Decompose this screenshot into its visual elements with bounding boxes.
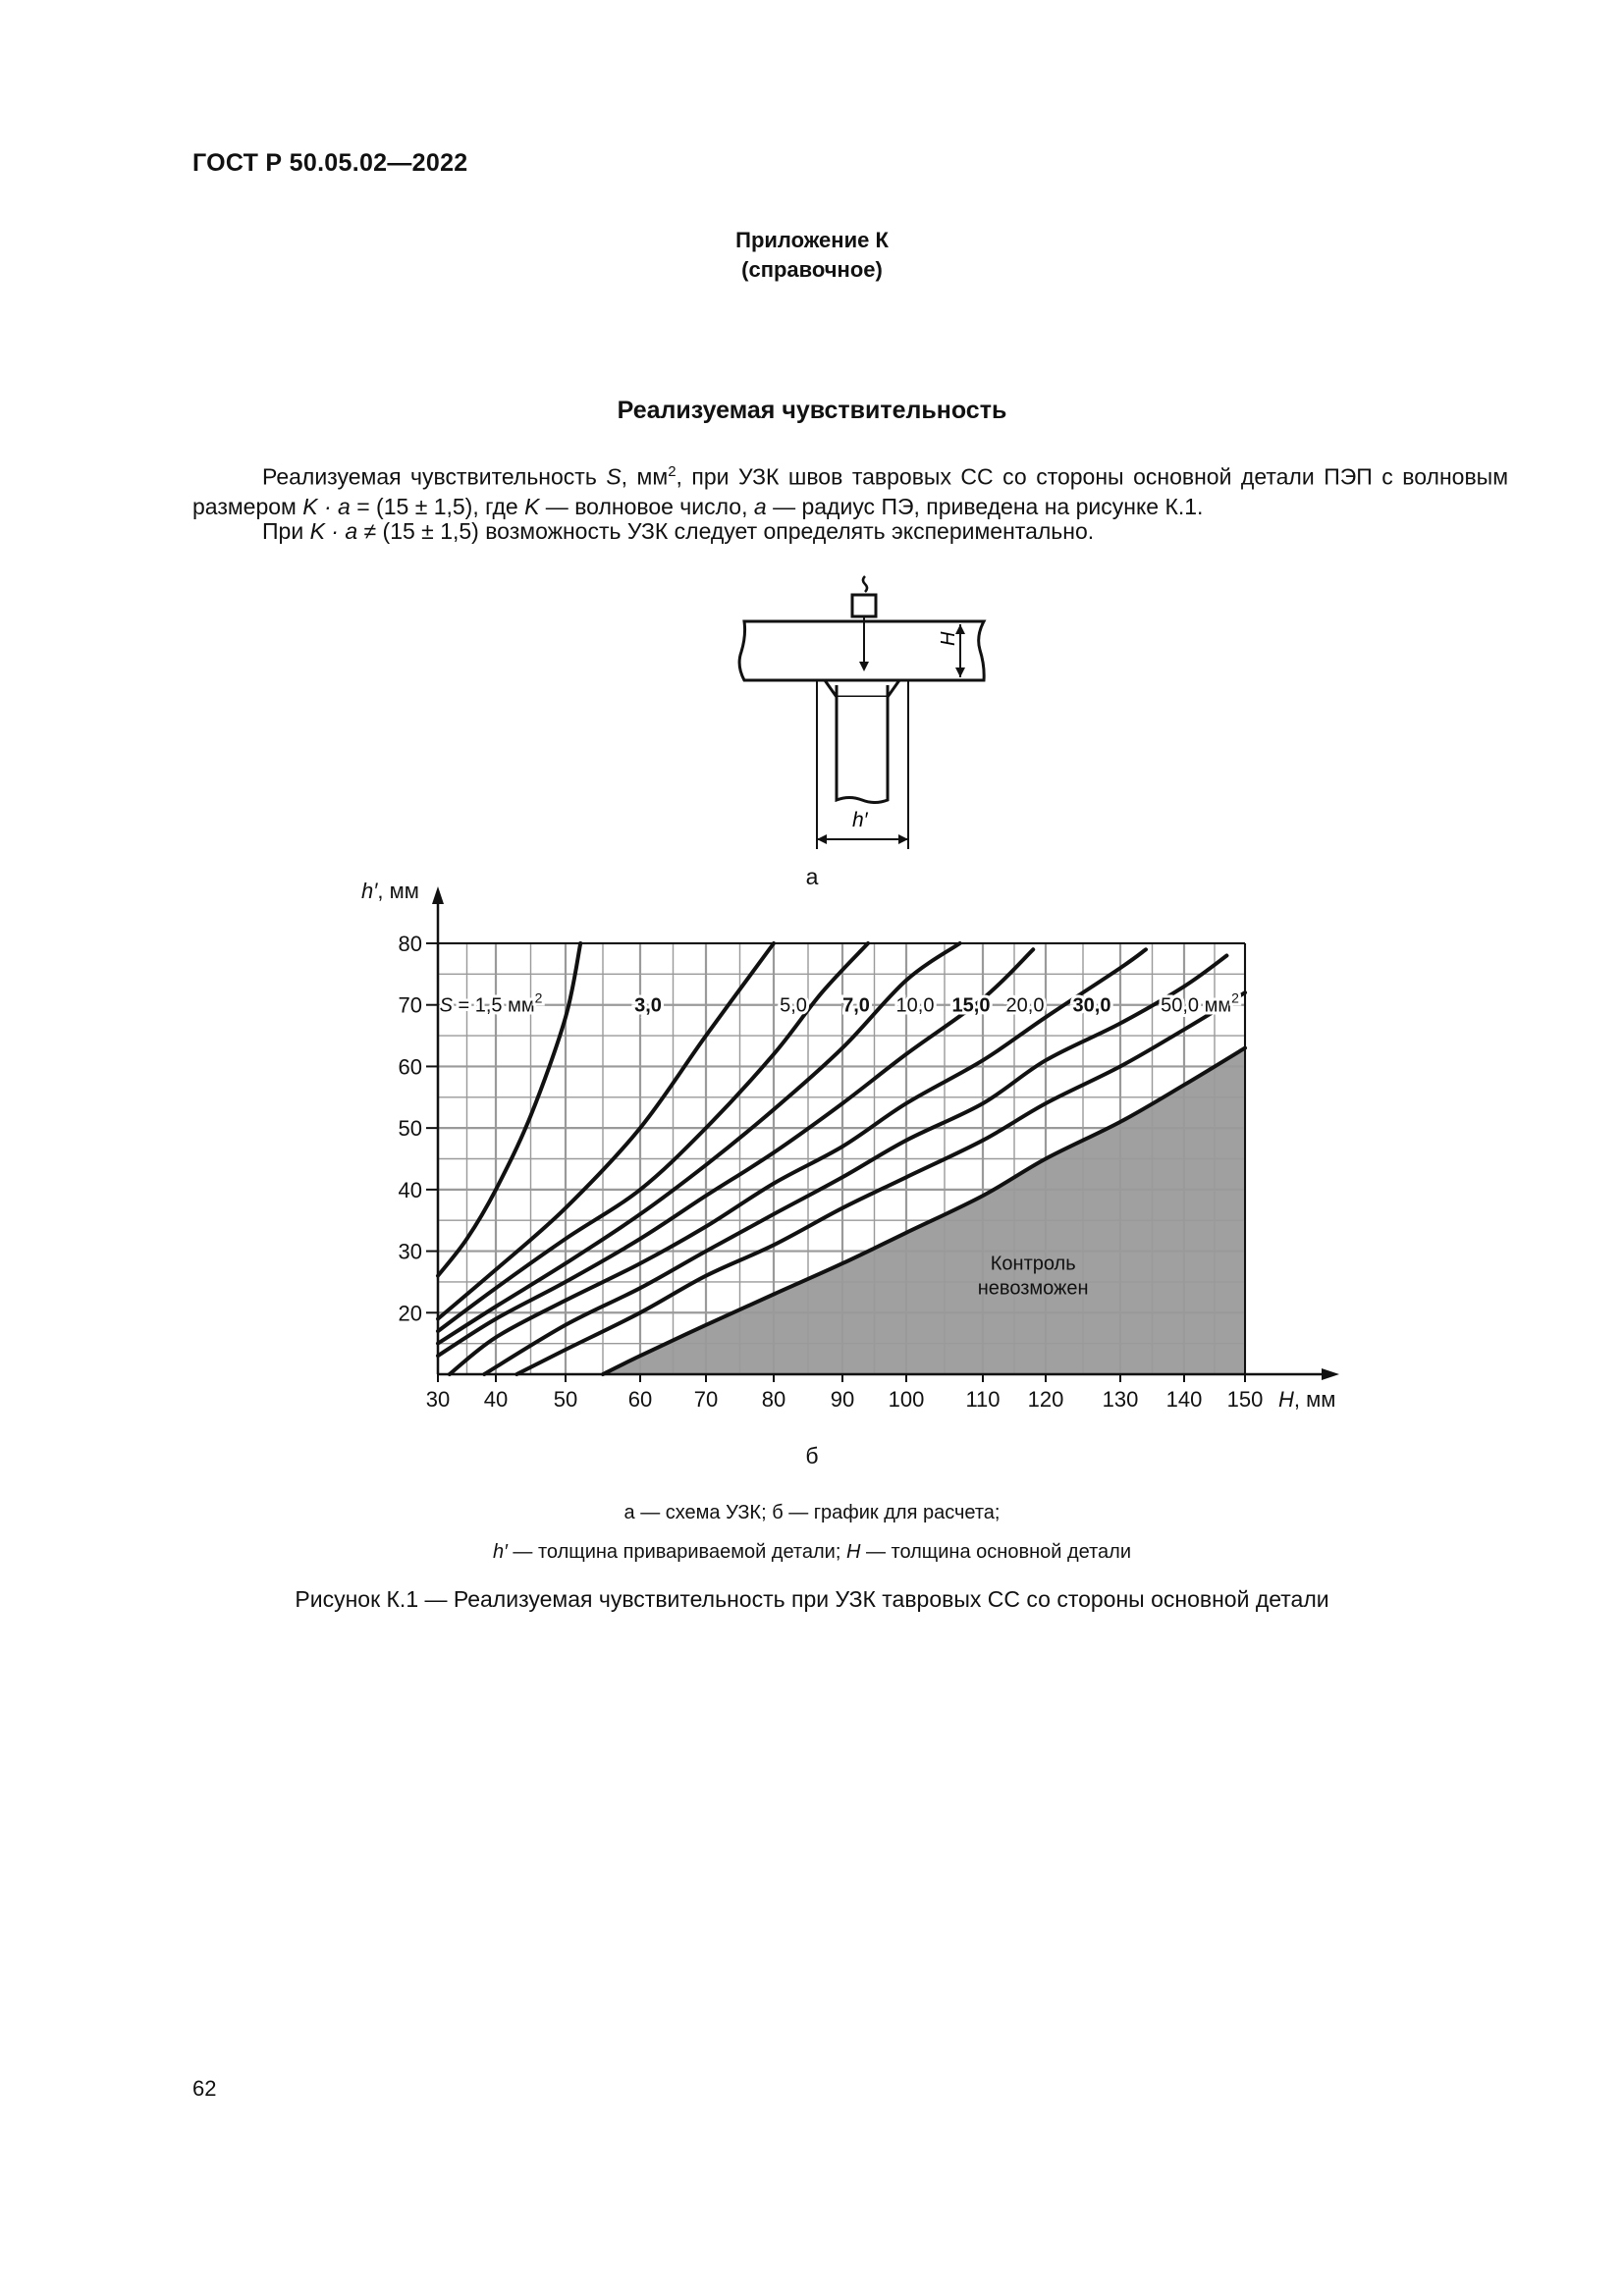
- series-line-0: [438, 943, 580, 1276]
- appendix-subtitle: (справочное): [741, 257, 883, 282]
- document-code: ГОСТ Р 50.05.02—2022: [192, 149, 468, 177]
- h-dimension-label: h′: [852, 809, 868, 831]
- figure-legend-1: а — схема УЗК; б — график для расчета;: [623, 1502, 1001, 1523]
- x-axis-title: H, мм: [1278, 1387, 1336, 1412]
- series-label-2: 5,0: [780, 994, 807, 1017]
- sublabel-b: б: [805, 1443, 819, 1468]
- series-label-8: 50,0 $мм^2$: [1161, 989, 1239, 1017]
- x-tick-label: 120: [1027, 1387, 1064, 1412]
- sublabel-a: а: [805, 864, 819, 889]
- x-tick-label: 100: [888, 1387, 925, 1412]
- y-tick-label: 50: [398, 1116, 422, 1142]
- series-label-7: 30,0: [1072, 994, 1111, 1017]
- series-label-4: 10,0: [895, 994, 935, 1017]
- x-tick-label: 90: [830, 1387, 855, 1412]
- annotation-0: Контроль: [990, 1253, 1076, 1275]
- welded-part: [837, 697, 888, 803]
- y-axis-title: h′, мм: [361, 879, 419, 903]
- paragraph-2: При K · a ≠ (15 ± 1,5) возможность УЗК следует определять экспериментально.: [262, 518, 1095, 544]
- figure-caption: Рисунок К.1 — Реализуемая чувствительность при УЗК тавровых СС со стороны основной детали: [295, 1586, 1329, 1612]
- x-tick-label: 130: [1102, 1387, 1139, 1412]
- y-tick-label: 60: [398, 1054, 422, 1080]
- annotation-1: невозможен: [977, 1277, 1089, 1300]
- x-tick-label: 30: [425, 1387, 451, 1412]
- y-tick-label: 30: [398, 1239, 422, 1264]
- y-tick-label: 20: [398, 1301, 422, 1326]
- y-tick-label: 70: [398, 992, 422, 1018]
- cable-icon: [863, 576, 867, 592]
- series-label-3: 7,0: [842, 994, 870, 1017]
- sensitivity-chart: [353, 879, 1345, 1428]
- figure-legend-2: h′ — толщина привариваемой детали; H — толщина основной детали: [492, 1541, 1132, 1563]
- series-label-6: 20,0: [1005, 994, 1045, 1017]
- transducer-icon: [852, 595, 876, 616]
- appendix-title: Приложение К: [735, 228, 889, 252]
- y-tick-label: 80: [398, 932, 422, 956]
- x-tick-label: 60: [627, 1387, 653, 1412]
- paragraph-1: Реализуемая чувствительность S, $мм^2$, при УЗК швов тавровых СС со стороны основной детали ПЭП с волновым размером K · a = (15 ± 1,5), где K — волновое число, a — радиус ПЭ, приведена на рисунке К.1.: [192, 463, 1509, 519]
- y-tick-label: 40: [398, 1177, 422, 1202]
- x-tick-label: 140: [1165, 1387, 1203, 1412]
- x-axis-arrow-icon: [1322, 1368, 1339, 1380]
- weld-groove: [825, 680, 899, 697]
- section-title: Реализуемая чувствительность: [617, 397, 1007, 424]
- series-label-0: S = 1,5 $мм^2$: [439, 989, 543, 1017]
- H-dimension-label: H: [938, 631, 959, 646]
- base-plate: [739, 621, 984, 680]
- x-tick-label: 80: [761, 1387, 786, 1412]
- x-tick-label: 70: [693, 1387, 719, 1412]
- x-tick-label: 150: [1226, 1387, 1264, 1412]
- appendix-heading: [0, 226, 1624, 285]
- series-label-1: 3,0: [634, 994, 662, 1017]
- y-axis-arrow-icon: [432, 886, 444, 904]
- x-tick-label: 110: [965, 1387, 1001, 1412]
- scheme-diagram: [727, 569, 1001, 864]
- page-number: 62: [192, 2076, 217, 2101]
- x-tick-label: 40: [483, 1387, 509, 1412]
- series-label-5: 15,0: [951, 994, 991, 1017]
- x-tick-label: 50: [553, 1387, 578, 1412]
